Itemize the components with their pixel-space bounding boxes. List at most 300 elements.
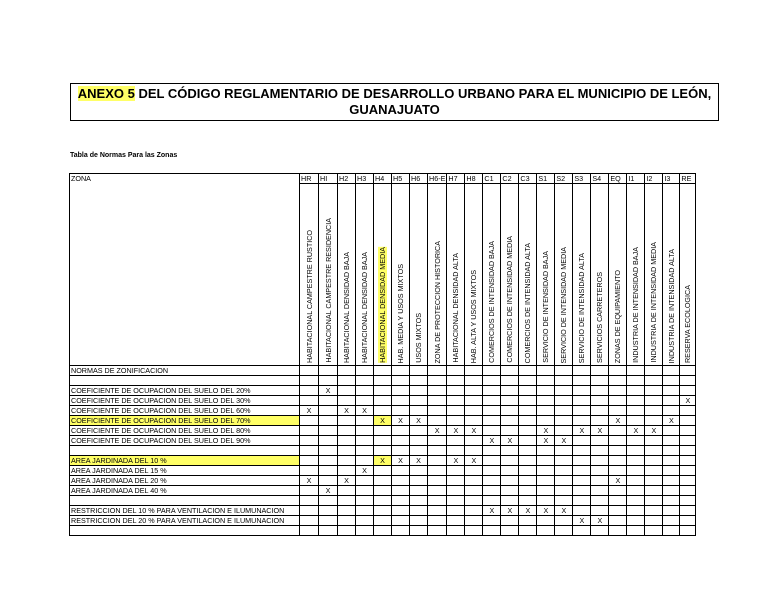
mark-cell	[300, 446, 319, 456]
mark-cell	[519, 526, 537, 536]
mark-cell	[374, 426, 392, 436]
normas-row	[70, 366, 696, 376]
column-name: SERVICIO DE INTENSIDAD MEDIA	[559, 246, 569, 363]
mark-cell	[300, 516, 319, 526]
mark-cell	[573, 396, 591, 406]
column-name: HABITACIONAL DENSIDAD ALTA	[451, 253, 461, 363]
mark-cell: X	[645, 426, 663, 436]
table-row	[70, 526, 696, 536]
mark-cell	[300, 456, 319, 466]
mark-cell	[428, 496, 447, 506]
mark-cell	[555, 486, 573, 496]
column-name-cell	[447, 184, 465, 366]
mark-cell	[663, 436, 680, 446]
mark-cell	[300, 486, 319, 496]
mark-cell	[645, 516, 663, 526]
mark-cell	[338, 506, 356, 516]
document-title	[70, 83, 719, 121]
mark-cell	[447, 486, 465, 496]
mark-cell	[680, 426, 696, 436]
mark-cell: X	[374, 416, 392, 426]
mark-cell	[319, 406, 338, 416]
mark-cell	[680, 496, 696, 506]
row-label: AREA JARDINADA DEL 15 %	[70, 466, 300, 476]
title-text: DEL CÓDIGO REGLAMENTARIO DE DESARROLLO URBANO PARA EL MUNICIPIO DE LEÓN,	[134, 86, 712, 101]
cell	[645, 366, 663, 376]
column-name-cell	[374, 184, 392, 366]
mark-cell	[428, 466, 447, 476]
cell	[356, 366, 374, 376]
mark-cell	[392, 386, 410, 396]
column-name-cell	[555, 184, 573, 366]
mark-cell	[627, 466, 645, 476]
mark-cell	[483, 486, 501, 496]
mark-cell	[465, 386, 483, 396]
mark-cell	[338, 436, 356, 446]
column-name-cell	[338, 184, 356, 366]
mark-cell	[663, 386, 680, 396]
mark-cell	[356, 516, 374, 526]
mark-cell	[501, 466, 519, 476]
column-code: I2	[645, 174, 663, 184]
mark-cell: X	[501, 436, 519, 446]
mark-cell: X	[483, 436, 501, 446]
table-row	[70, 516, 696, 526]
column-name: HAB. ALTA Y USOS MIXTOS	[469, 269, 479, 363]
column-name: RESERVA ECOLOGICA	[683, 284, 693, 363]
mark-cell	[374, 486, 392, 496]
mark-cell: X	[392, 416, 410, 426]
column-code: S3	[573, 174, 591, 184]
mark-cell	[519, 476, 537, 486]
mark-cell	[300, 526, 319, 536]
mark-cell	[501, 496, 519, 506]
mark-cell	[680, 506, 696, 516]
column-name-cell	[645, 184, 663, 366]
mark-cell	[609, 526, 627, 536]
mark-cell	[663, 446, 680, 456]
mark-cell	[410, 436, 428, 446]
table-row	[70, 376, 696, 386]
cell	[627, 366, 645, 376]
mark-cell	[645, 466, 663, 476]
mark-cell	[447, 496, 465, 506]
table-row	[70, 416, 696, 426]
mark-cell	[356, 436, 374, 446]
anexo-label: ANEXO 5	[77, 86, 135, 101]
mark-cell	[627, 486, 645, 496]
mark-cell	[609, 406, 627, 416]
mark-cell	[680, 386, 696, 396]
mark-cell	[519, 496, 537, 506]
mark-cell	[338, 516, 356, 526]
column-name: HAB. MEDIA Y USOS MIXTOS	[396, 263, 405, 363]
column-code: C3	[519, 174, 537, 184]
mark-cell	[680, 456, 696, 466]
mark-cell	[537, 486, 555, 496]
mark-cell	[645, 456, 663, 466]
cell	[573, 366, 591, 376]
mark-cell	[537, 376, 555, 386]
mark-cell	[555, 426, 573, 436]
cell	[591, 366, 609, 376]
mark-cell	[501, 526, 519, 536]
mark-cell	[537, 386, 555, 396]
mark-cell	[627, 526, 645, 536]
mark-cell	[573, 526, 591, 536]
mark-cell	[501, 426, 519, 436]
mark-cell: X	[300, 476, 319, 486]
column-name-cell	[680, 184, 696, 366]
mark-cell	[519, 396, 537, 406]
mark-cell	[627, 406, 645, 416]
mark-cell	[465, 516, 483, 526]
mark-cell	[627, 396, 645, 406]
mark-cell	[609, 466, 627, 476]
mark-cell	[573, 476, 591, 486]
column-name: SERVICIO DE INTENSIDAD ALTA	[577, 252, 587, 363]
mark-cell	[663, 526, 680, 536]
mark-cell: X	[537, 426, 555, 436]
mark-cell: X	[519, 506, 537, 516]
mark-cell	[338, 526, 356, 536]
column-name: SERVICIOS CARRETEROS	[595, 272, 605, 363]
mark-cell	[519, 406, 537, 416]
mark-cell	[374, 466, 392, 476]
row-label: AREA JARDINADA DEL 20 %	[70, 476, 300, 486]
mark-cell	[537, 526, 555, 536]
column-name-cell	[573, 184, 591, 366]
mark-cell	[319, 456, 338, 466]
mark-cell	[519, 386, 537, 396]
table-row	[70, 436, 696, 446]
mark-cell: X	[483, 506, 501, 516]
mark-cell	[428, 436, 447, 446]
row-label: COEFICIENTE DE OCUPACION DEL SUELO DEL 30%	[70, 396, 300, 406]
mark-cell	[356, 486, 374, 496]
cell	[392, 366, 410, 376]
cell	[428, 366, 447, 376]
mark-cell	[627, 476, 645, 486]
mark-cell	[356, 376, 374, 386]
mark-cell	[663, 406, 680, 416]
mark-cell	[428, 526, 447, 536]
mark-cell	[555, 376, 573, 386]
mark-cell: X	[319, 486, 338, 496]
mark-cell	[483, 396, 501, 406]
cell	[663, 366, 680, 376]
mark-cell	[645, 486, 663, 496]
mark-cell	[447, 386, 465, 396]
mark-cell: X	[319, 386, 338, 396]
mark-cell	[591, 496, 609, 506]
mark-cell	[627, 416, 645, 426]
table-row	[70, 476, 696, 486]
mark-cell	[645, 396, 663, 406]
mark-cell	[663, 396, 680, 406]
mark-cell	[519, 446, 537, 456]
mark-cell: X	[663, 416, 680, 426]
column-name-cell	[627, 184, 645, 366]
mark-cell	[338, 426, 356, 436]
column-name: COMERCIOS DE INTENSIDAD ALTA	[523, 242, 533, 363]
mark-cell	[519, 516, 537, 526]
mark-cell	[573, 466, 591, 476]
mark-cell	[591, 456, 609, 466]
column-name-cell	[319, 184, 338, 366]
mark-cell	[356, 506, 374, 516]
mark-cell	[680, 416, 696, 426]
column-name: HABITACIONAL DENSIDAD BAJA	[342, 251, 351, 363]
mark-cell	[609, 446, 627, 456]
mark-cell	[663, 506, 680, 516]
mark-cell	[627, 516, 645, 526]
mark-cell	[537, 516, 555, 526]
column-code: H8	[465, 174, 483, 184]
cell	[319, 366, 338, 376]
mark-cell	[573, 456, 591, 466]
column-name: COMERCIOS DE INTENSIDAD MEDIA	[505, 236, 515, 363]
mark-cell	[356, 446, 374, 456]
column-name-cell	[392, 184, 410, 366]
row-label: COEFICIENTE DE OCUPACION DEL SUELO DEL 80%	[70, 426, 300, 436]
mark-cell	[501, 396, 519, 406]
column-code: S1	[537, 174, 555, 184]
mark-cell: X	[573, 516, 591, 526]
table-row	[70, 466, 696, 476]
row-label	[70, 446, 300, 456]
cell	[609, 366, 627, 376]
mark-cell	[591, 526, 609, 536]
mark-cell	[338, 396, 356, 406]
mark-cell	[410, 396, 428, 406]
mark-cell	[319, 516, 338, 526]
mark-cell	[573, 406, 591, 416]
mark-cell	[680, 526, 696, 536]
mark-cell	[645, 406, 663, 416]
cell	[519, 366, 537, 376]
column-code: H3	[356, 174, 374, 184]
table-row	[70, 486, 696, 496]
mark-cell	[501, 486, 519, 496]
mark-cell	[447, 476, 465, 486]
column-name-cell	[465, 184, 483, 366]
column-code: C2	[501, 174, 519, 184]
mark-cell	[609, 436, 627, 446]
mark-cell	[447, 406, 465, 416]
mark-cell	[410, 386, 428, 396]
column-name-cell	[501, 184, 519, 366]
mark-cell	[428, 416, 447, 426]
mark-cell	[609, 376, 627, 386]
mark-cell	[591, 436, 609, 446]
mark-cell	[300, 416, 319, 426]
mark-cell	[627, 436, 645, 446]
mark-cell	[338, 486, 356, 496]
mark-cell	[465, 466, 483, 476]
table-row	[70, 386, 696, 396]
row-label: AREA JARDINADA DEL 10 %	[70, 456, 300, 466]
mark-cell	[410, 476, 428, 486]
mark-cell	[483, 496, 501, 506]
mark-cell	[483, 446, 501, 456]
column-code: EQ	[609, 174, 627, 184]
mark-cell	[609, 426, 627, 436]
mark-cell	[392, 496, 410, 506]
mark-cell	[573, 486, 591, 496]
mark-cell	[609, 496, 627, 506]
mark-cell	[319, 436, 338, 446]
cell	[374, 366, 392, 376]
mark-cell	[627, 386, 645, 396]
mark-cell	[410, 376, 428, 386]
mark-cell	[374, 506, 392, 516]
mark-cell	[645, 416, 663, 426]
mark-cell	[483, 516, 501, 526]
mark-cell	[501, 456, 519, 466]
mark-cell	[555, 406, 573, 416]
mark-cell	[319, 526, 338, 536]
header-row	[70, 174, 696, 184]
mark-cell	[319, 446, 338, 456]
mark-cell	[447, 416, 465, 426]
mark-cell	[410, 506, 428, 516]
column-name-cell	[410, 184, 428, 366]
mark-cell	[356, 496, 374, 506]
column-name: HABITACIONAL DENSIDAD BAJA	[360, 251, 369, 363]
mark-cell	[356, 416, 374, 426]
mark-cell	[483, 376, 501, 386]
mark-cell	[356, 426, 374, 436]
mark-cell	[680, 466, 696, 476]
mark-cell	[319, 476, 338, 486]
mark-cell	[483, 386, 501, 396]
mark-cell	[410, 466, 428, 476]
mark-cell: X	[356, 406, 374, 416]
mark-cell: X	[609, 416, 627, 426]
mark-cell	[356, 386, 374, 396]
mark-cell	[392, 506, 410, 516]
mark-cell	[338, 446, 356, 456]
mark-cell	[680, 406, 696, 416]
mark-cell	[447, 526, 465, 536]
mark-cell	[410, 446, 428, 456]
mark-cell	[573, 386, 591, 396]
mark-cell	[680, 486, 696, 496]
mark-cell	[663, 476, 680, 486]
mark-cell	[483, 526, 501, 536]
mark-cell: X	[410, 456, 428, 466]
mark-cell: X	[356, 466, 374, 476]
mark-cell: X	[537, 506, 555, 516]
column-name: ZONAS DE EQUIPAMIENTO	[613, 269, 623, 363]
column-code: H7	[447, 174, 465, 184]
mark-cell	[410, 426, 428, 436]
mark-cell	[609, 456, 627, 466]
cell	[483, 366, 501, 376]
mark-cell	[319, 466, 338, 476]
mark-cell	[300, 436, 319, 446]
mark-cell	[465, 376, 483, 386]
mark-cell: X	[338, 476, 356, 486]
mark-cell	[447, 396, 465, 406]
mark-cell	[519, 466, 537, 476]
cell	[410, 366, 428, 376]
mark-cell	[428, 446, 447, 456]
column-name: INDUSTRIA DE INTENSIDAD ALTA	[666, 248, 676, 363]
mark-cell	[374, 436, 392, 446]
mark-cell: X	[410, 416, 428, 426]
table-subtitle: Tabla de Normas Para las Zonas	[70, 152, 178, 159]
mark-cell: X	[555, 506, 573, 516]
mark-cell	[645, 446, 663, 456]
mark-cell: X	[609, 476, 627, 486]
mark-cell	[392, 376, 410, 386]
mark-cell	[319, 416, 338, 426]
mark-cell	[573, 376, 591, 386]
mark-cell	[501, 476, 519, 486]
mark-cell	[483, 416, 501, 426]
mark-cell	[537, 476, 555, 486]
mark-cell	[465, 496, 483, 506]
mark-cell	[392, 406, 410, 416]
mark-cell	[591, 386, 609, 396]
column-name-cell	[300, 184, 319, 366]
column-code: C1	[483, 174, 501, 184]
mark-cell	[573, 436, 591, 446]
mark-cell	[465, 506, 483, 516]
mark-cell	[680, 446, 696, 456]
mark-cell	[680, 376, 696, 386]
mark-cell	[555, 496, 573, 506]
column-name: COMERCIOS DE INTENSIDAD BAJA	[487, 241, 497, 363]
mark-cell	[591, 396, 609, 406]
mark-cell: X	[374, 456, 392, 466]
mark-cell	[501, 416, 519, 426]
mark-cell	[410, 496, 428, 506]
column-name-cell	[609, 184, 627, 366]
mark-cell	[374, 446, 392, 456]
mark-cell	[537, 496, 555, 506]
mark-cell	[483, 466, 501, 476]
mark-cell	[338, 416, 356, 426]
mark-cell	[591, 506, 609, 516]
mark-cell	[609, 386, 627, 396]
mark-cell	[374, 516, 392, 526]
mark-cell	[555, 476, 573, 486]
mark-cell	[447, 516, 465, 526]
mark-cell	[519, 376, 537, 386]
column-name: HABITACIONAL CAMPESTRE RESIDENCIA	[323, 218, 333, 363]
mark-cell	[573, 506, 591, 516]
mark-cell	[680, 476, 696, 486]
mark-cell: X	[627, 426, 645, 436]
zoning-norms-table	[69, 173, 696, 536]
column-name: HABITACIONAL CAMPESTRE RUSTICO	[304, 230, 314, 363]
mark-cell	[447, 436, 465, 446]
mark-cell	[645, 526, 663, 536]
column-name-cell	[537, 184, 555, 366]
mark-cell	[356, 396, 374, 406]
row-label: RESTRICCION DEL 10 % PARA VENTILACION E ILUMUNACION	[70, 506, 300, 516]
cell	[338, 366, 356, 376]
mark-cell	[680, 516, 696, 526]
mark-cell	[609, 396, 627, 406]
mark-cell	[501, 376, 519, 386]
mark-cell	[392, 436, 410, 446]
mark-cell	[573, 446, 591, 456]
row-label	[70, 496, 300, 506]
